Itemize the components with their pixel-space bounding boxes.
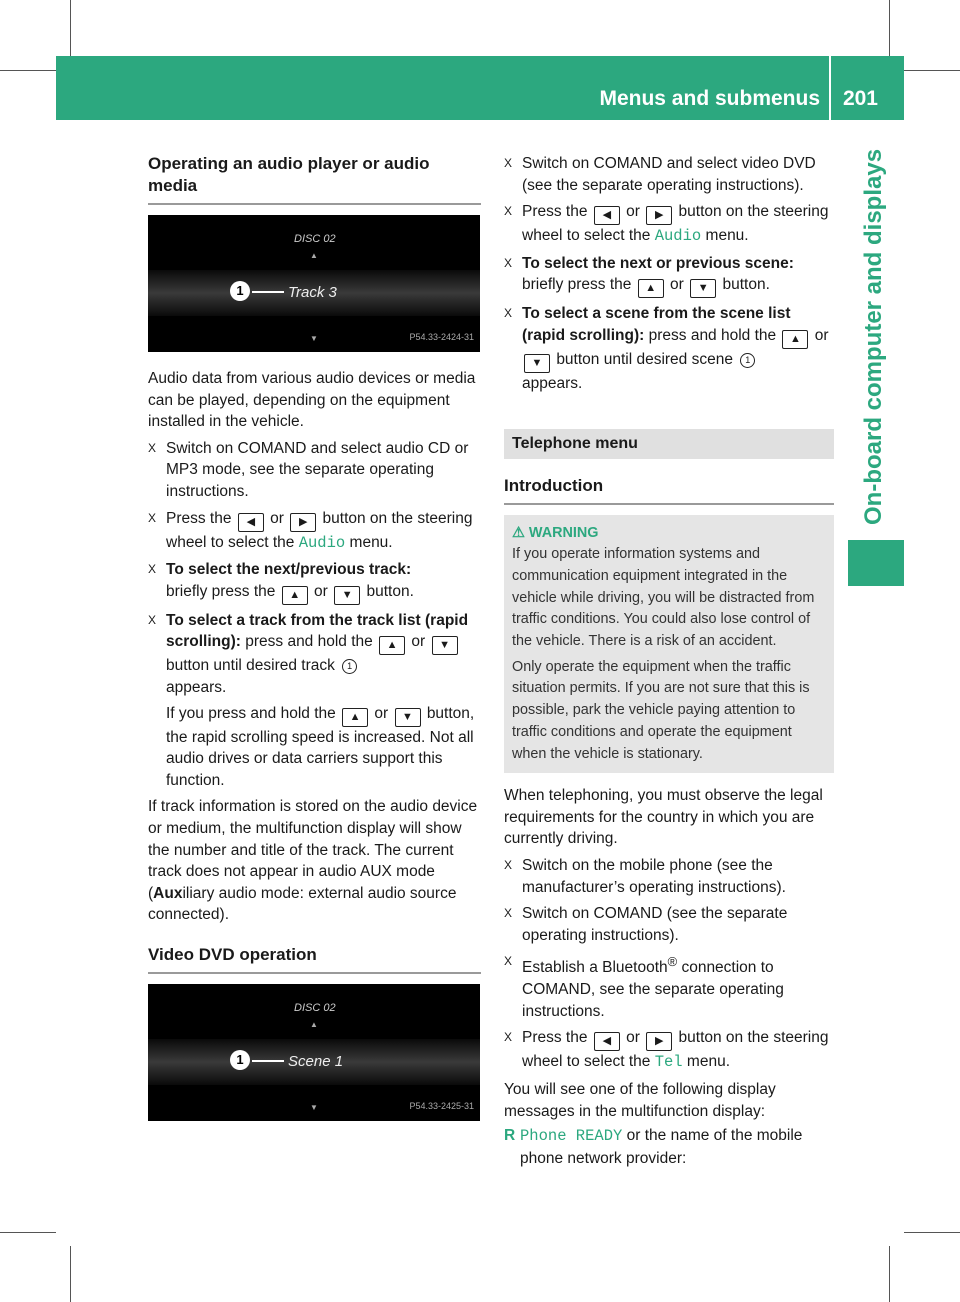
image-code: P54.33-2425-31 xyxy=(409,1101,474,1112)
telephoning-paragraph: When telephoning, you must observe the legal requirements for the country in which you are currently driving. xyxy=(504,787,823,848)
step-marker-icon: X xyxy=(504,204,513,219)
step-marker-icon: X xyxy=(148,612,157,627)
step-text: To select a track from the track list (rapid scrolling): press and hold the ▲ or ▼ button until desired track 1 appears. If you press and hold the ▲ or ▼ button, the rapid scrolling speed is increased. Not all audio drives or data carriers support this function. xyxy=(166,611,475,789)
bullet-text: Phone READY or the name of the mobile phone network provider: xyxy=(520,1127,803,1167)
heading-rule xyxy=(148,972,481,974)
instruction-step xyxy=(504,903,834,946)
telephone-section-bar: Telephone menu xyxy=(504,429,834,459)
step-text: To select the next or previous scene: briefly press the ▲ or ▼ button. xyxy=(522,253,834,299)
video-display-image xyxy=(148,984,480,1121)
crop-mark xyxy=(0,1232,56,1233)
down-button-icon: ▼ xyxy=(524,354,550,373)
chapter-tab xyxy=(848,120,904,525)
step-text: Press the ◀ or ▶ button on the steering wheel to select the Audio menu. xyxy=(166,509,473,552)
left-button-icon: ◀ xyxy=(594,206,620,225)
page-header xyxy=(56,56,904,120)
callout-1-icon: 1 xyxy=(342,659,357,674)
step-marker-icon: X xyxy=(504,255,513,270)
right-column xyxy=(504,153,834,1169)
crop-mark xyxy=(889,1246,890,1302)
callout-1-icon: 1 xyxy=(740,353,755,368)
step-marker-icon: X xyxy=(148,440,157,455)
video-heading: Video DVD operation xyxy=(148,944,317,964)
crop-mark xyxy=(0,70,56,71)
track-info-paragraph: If track information is stored on the audio device or medium, the multifunction display will show the number and title of the track. The current track does not appear in audio AUX mode (Auxiliary audio mode: external audio source connected). xyxy=(148,798,478,924)
scene-label: Scene 1 xyxy=(288,1052,344,1070)
right-button-icon: ▶ xyxy=(290,513,316,532)
step-marker-icon: X xyxy=(504,906,513,921)
step-text: To select a scene from the scene list (rapid scrolling): press and hold the ▲ or ▼ button until desired scene 1 appears. xyxy=(522,305,829,392)
instruction-step xyxy=(148,559,481,605)
warning-box xyxy=(504,515,834,774)
step-marker-icon: X xyxy=(504,306,513,321)
page-number: 201 xyxy=(842,87,878,110)
step-marker-icon: X xyxy=(504,954,513,969)
left-button-icon: ◀ xyxy=(594,1032,620,1051)
callout-line xyxy=(252,291,284,293)
down-button-icon: ▼ xyxy=(334,586,360,605)
instruction-step xyxy=(504,303,834,394)
track-label: Track 3 xyxy=(288,284,337,301)
display-messages-paragraph: You will see one of the following display messages in the multifunction display: xyxy=(504,1080,776,1120)
warning-icon: ⚠ xyxy=(512,524,525,541)
instruction-step xyxy=(148,610,481,792)
instruction-step xyxy=(504,951,834,1022)
warning-text: If you operate information systems and communication equipment integrated in the vehicle while driving, you will be distracted from traffic conditions. You could also lose control of the vehicle. There is a risk of an accident. xyxy=(512,546,815,650)
up-button-icon: ▲ xyxy=(342,708,368,727)
introduction-heading: Introduction xyxy=(504,475,604,495)
heading-rule xyxy=(148,203,481,205)
step-marker-icon: X xyxy=(148,510,157,525)
warning-text: Only operate the equipment when the traffic situation permits. If you are not sure that this is possible, park the vehicle paying attention to traffic conditions and operate the equipment when the vehicle is stationary. xyxy=(512,658,810,762)
chapter-marker xyxy=(848,540,904,586)
display-text-audio: Audio xyxy=(298,533,346,552)
step-marker-icon: X xyxy=(504,1030,513,1045)
crop-mark xyxy=(889,0,890,56)
down-arrow-icon: ▼ xyxy=(310,334,318,343)
instruction-step xyxy=(504,1027,834,1074)
up-arrow-icon: ▲ xyxy=(310,1019,318,1029)
chapter-tab-label: On-board computer and displays xyxy=(860,148,887,525)
up-button-icon: ▲ xyxy=(782,330,808,349)
step-marker-icon: X xyxy=(504,156,513,170)
step-text: To select the next/previous track: briefly press the ▲ or ▼ button. xyxy=(166,559,481,605)
disc-label: DISC 02 xyxy=(294,1001,336,1014)
up-button-icon: ▲ xyxy=(379,636,405,655)
instruction-step xyxy=(148,508,481,555)
instruction-step xyxy=(504,153,834,196)
up-arrow-icon: ▲ xyxy=(310,251,318,260)
down-button-icon: ▼ xyxy=(395,708,421,727)
heading-rule xyxy=(504,503,834,505)
down-arrow-icon: ▼ xyxy=(310,1102,318,1112)
instruction-step xyxy=(504,201,834,248)
callout-1: 1 xyxy=(230,1050,250,1070)
crop-mark xyxy=(70,1246,71,1302)
list-item xyxy=(504,1125,834,1169)
instruction-step xyxy=(504,855,834,898)
step-marker-icon: X xyxy=(504,858,513,873)
audio-display-image xyxy=(148,215,480,352)
callout-line xyxy=(252,1060,284,1062)
step-text: Establish a Bluetooth® connection to COMAND, see the separate operating instructions. xyxy=(522,954,784,1020)
step-text: Switch on the mobile phone (see the manufacturer’s operating instructions). xyxy=(522,857,786,896)
warning-title: ⚠ WARNING xyxy=(512,524,599,541)
step-text: Switch on COMAND and select video DVD (see the separate operating instructions). xyxy=(522,155,816,194)
display-text-tel: Tel xyxy=(654,1053,683,1072)
left-button-icon: ◀ xyxy=(238,513,264,532)
instruction-step xyxy=(148,438,481,503)
crop-mark xyxy=(904,70,960,71)
right-button-icon: ▶ xyxy=(646,206,672,225)
step-text: Switch on COMAND and select audio CD or MP3 mode, see the separate operating instructions. xyxy=(166,439,469,500)
left-column xyxy=(148,153,481,1137)
step-text: Press the ◀ or ▶ button on the steering wheel to select the Tel menu. xyxy=(522,1029,829,1072)
audio-heading: Operating an audio player or audio media xyxy=(148,154,430,195)
page-title: Menus and submenus xyxy=(599,87,820,110)
down-button-icon: ▼ xyxy=(690,279,716,298)
disc-label: DISC 02 xyxy=(294,233,336,245)
step-text: Press the ◀ or ▶ button on the steering wheel to select the Audio menu. xyxy=(522,203,829,246)
up-button-icon: ▲ xyxy=(638,279,664,298)
image-code: P54.33-2424-31 xyxy=(409,332,474,343)
display-text-audio: Audio xyxy=(654,227,702,246)
up-button-icon: ▲ xyxy=(282,586,308,605)
display-text-phone-ready: Phone READY xyxy=(520,1127,623,1146)
step-text: Switch on COMAND (see the separate operating instructions). xyxy=(522,905,788,944)
crop-mark xyxy=(904,1232,960,1233)
step-marker-icon: X xyxy=(148,562,157,577)
right-button-icon: ▶ xyxy=(646,1032,672,1051)
bullet-marker: R xyxy=(504,1127,516,1145)
down-button-icon: ▼ xyxy=(432,636,458,655)
callout-1: 1 xyxy=(230,281,250,301)
header-separator xyxy=(829,56,831,120)
audio-intro: Audio data from various audio devices or media can be played, depending on the equipment installed in the vehicle. xyxy=(148,370,476,431)
instruction-step xyxy=(504,253,834,299)
crop-mark xyxy=(70,0,71,56)
